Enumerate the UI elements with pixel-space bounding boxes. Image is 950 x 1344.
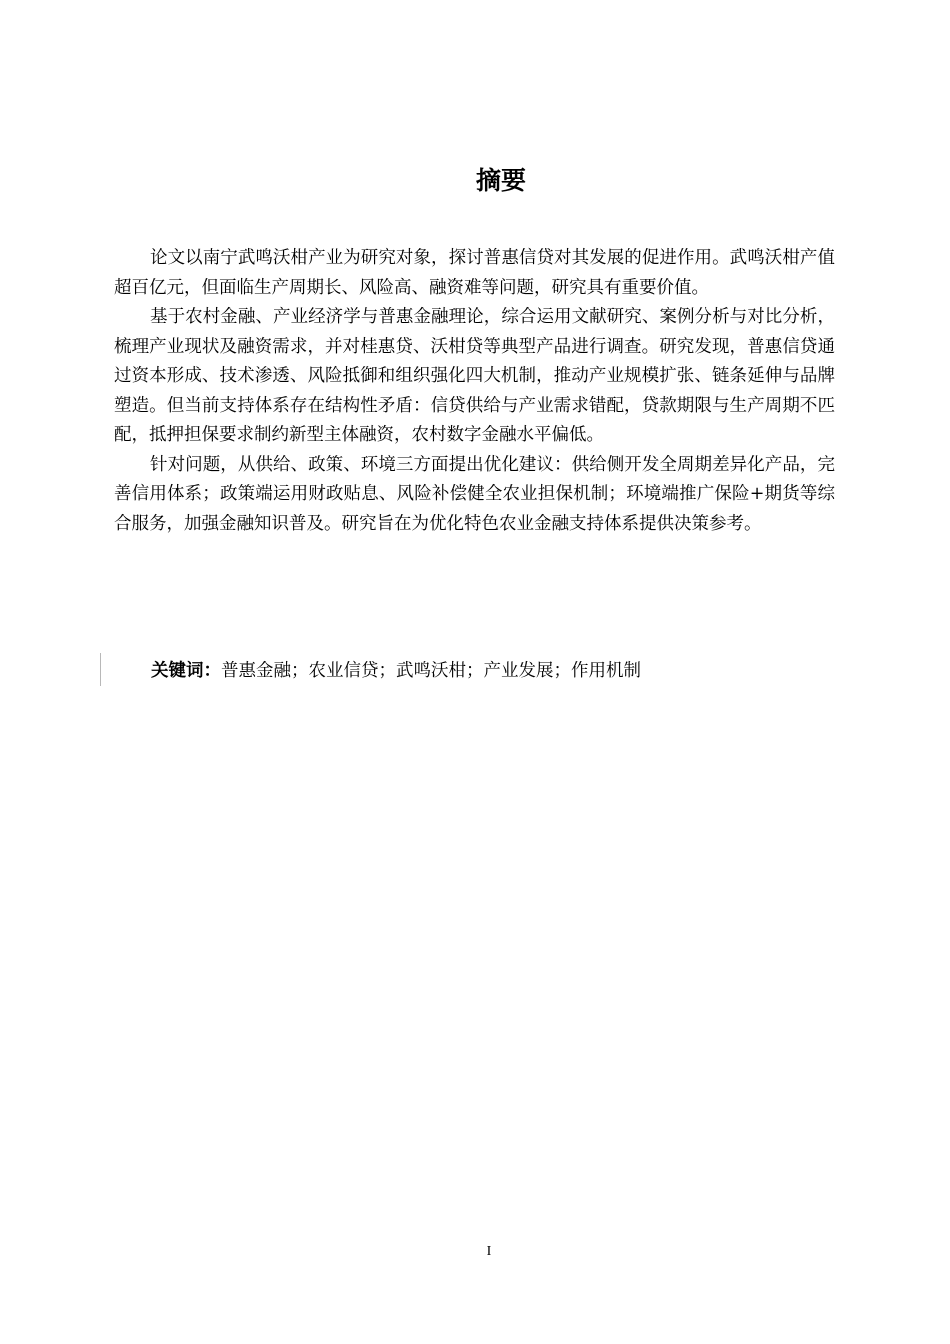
- abstract-paragraph-3: 针对问题，从供给、政策、环境三方面提出优化建议：供给侧开发全周期差异化产品，完善信用体系；政策端运用财政贴息、风险补偿健全农业担保机制；环境端推广保险+期货等综合服务，加强金融知识普及。研究旨在为优化特色农业金融支持体系提供决策参考。: [114, 454, 835, 534]
- text-cursor-bar: [100, 653, 101, 686]
- keywords-line: [151, 655, 851, 686]
- abstract-paragraph-2: 基于农村金融、产业经济学与普惠金融理论，综合运用文献研究、案例分析与对比分析，梳理产业现状及融资需求，并对桂惠贷、沃柑贷等典型产品进行调查。研究发现，普惠信贷通过资本形成、技术渗透、风险抵御和组织强化四大机制，推动产业规模扩张、链条延伸与品牌塑造。但当前支持体系存在结构性矛盾：信贷供给与产业需求错配，贷款期限与生产周期不匹配，抵押担保要求制约新型主体融资，农村数字金融水平偏低。: [114, 307, 835, 445]
- page-title: 摘要: [475, 166, 526, 195]
- keywords-label: 关键词：: [151, 661, 221, 681]
- abstract-paragraph-1: 论文以南宁武鸣沃柑产业为研究对象，探讨普惠信贷对其发展的促进作用。武鸣沃柑产值超百亿元，但面临生产周期长、风险高、融资难等问题，研究具有重要价值。: [114, 248, 835, 298]
- abstract-body: [114, 244, 835, 539]
- page-number: I: [486, 1244, 492, 1259]
- keywords-list: 普惠金融；农业信贷；武鸣沃柑；产业发展；作用机制: [221, 661, 641, 681]
